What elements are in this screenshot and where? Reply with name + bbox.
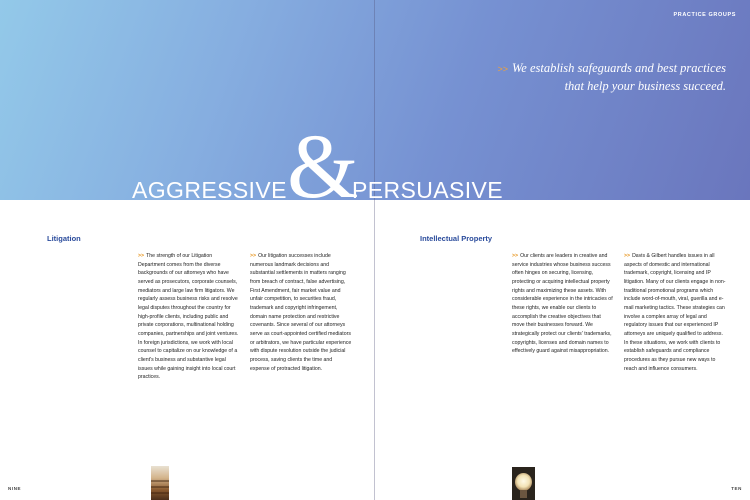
- headline-persuasive: PERSUASIVE: [352, 177, 503, 203]
- courtroom-photo: [151, 466, 169, 500]
- header-banner: [0, 0, 750, 200]
- page-number-right: TEN: [731, 486, 742, 491]
- photo-bench-row: [151, 486, 169, 488]
- litigation-arrow-2: >>: [250, 253, 257, 259]
- litigation-column-1: [138, 252, 240, 382]
- photo-bench-row: [151, 492, 169, 494]
- litigation-text-2: Our litigation successes include numerous landmark decisions and substantial settlements in matters ranging from breach of contract, false advertising, First Amendment, fair market value and unfair competition, to securities fraud, trademark and copyright infringement, domain name protection and restrictive covenants. Since several of our attorneys serve as court-appointed certified mediators or arbitrators, we have particular experience with dispute resolution outside the judicial process, saving clients the time and expense of protracted litigation.: [250, 253, 352, 372]
- ip-text-1: Our clients are leaders in creative and service industries whose business success often hinges on securing, licensing, protecting or acquiring intellectual property rights and maximizing these assets. With considerable experience in the intricacies of these rights, we enable our clients to accomplish the creative objectives that move their businesses forward. We strategically protect our clients' trademarks, copyrights, licenses and domain names to effectively guard against misappropriation.: [512, 253, 613, 355]
- photo-bench-row: [151, 480, 169, 482]
- ip-arrow-2: >>: [624, 253, 631, 259]
- ip-arrow-1: >>: [512, 253, 519, 259]
- tagline-line-2: that help your business succeed.: [564, 79, 726, 93]
- litigation-arrow-1: >>: [138, 253, 145, 259]
- tagline-line-1: [497, 60, 726, 78]
- lightbulb-base: [520, 490, 527, 498]
- tagline-arrow: >>: [497, 64, 508, 74]
- ip-column-2: [624, 252, 726, 373]
- litigation-text-1: The strength of our Litigation Department comes from the diverse backgrounds of our attorneys who have served as prosecutors, corporate counsels, mediators and large law firm litigators. We regularly assess business risks and resolve legal disputes throughout the country for high-profile clients, including public and private corporations, multinational holding companies, partnerships and joint ventures. In foreign jurisdictions, we work with local counsel to capitalize on our knowledge of a client's business and substantive legal issues while gaining insight into local court practices.: [138, 253, 239, 381]
- section-label: PRACTICE GROUPS: [673, 12, 736, 18]
- headline-aggressive: AGGRESSIVE: [132, 177, 287, 203]
- tagline-text-1: We establish safeguards and best practices: [512, 61, 726, 75]
- tagline: [497, 60, 726, 95]
- lightbulb-glow: [515, 473, 532, 491]
- page-gutter: [374, 0, 375, 500]
- headline-ampersand: &: [287, 115, 359, 217]
- litigation-title: Litigation: [47, 234, 81, 243]
- ip-column-1: [512, 252, 614, 356]
- ip-title: Intellectual Property: [420, 234, 493, 243]
- ip-text-2: Davis & Gilbert handles issues in all aspects of domestic and international trademark, copyright, licensing and IP litigation. Many of our clients engage in non-traditional promotional programs which include word-of-mouth, viral, guerilla and e-mail marketing tactics. These strategies can involve a complex array of legal and regulatory issues that our experienced IP attorneys are uniquely qualified to address. In these situations, we work with clients to establish safeguards and compliance procedures as they pursue new ways to reach and influence consumers.: [624, 253, 726, 372]
- lightbulb-photo: [512, 467, 535, 500]
- page-number-left: NINE: [8, 486, 22, 491]
- litigation-column-2: [250, 252, 352, 373]
